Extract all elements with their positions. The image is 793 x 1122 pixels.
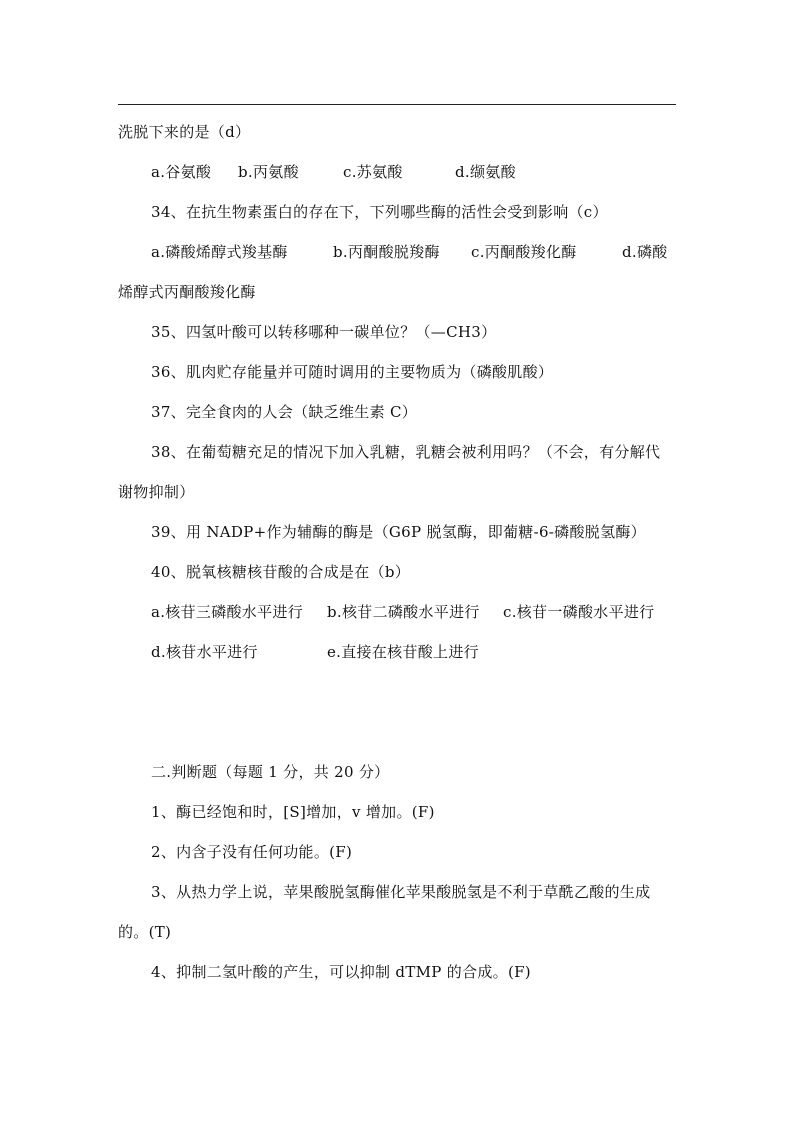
option-a: a.核苷三磷酸水平进行 xyxy=(151,603,304,621)
question-36: 36、肌肉贮存能量并可随时调用的主要物质为（磷酸肌酸） xyxy=(151,363,554,381)
judgement-4: 4、抑制二氢叶酸的产生，可以抑制 dTMP 的合成。(F) xyxy=(151,963,531,981)
option-a: a.磷酸烯醇式羧基酶 xyxy=(151,243,288,261)
option-c: c.核苷一磷酸水平进行 xyxy=(503,603,655,621)
option-d: d.核苷水平进行 xyxy=(151,643,258,661)
option-c: c.丙酮酸羧化酶 xyxy=(471,243,577,261)
judgement-2: 2、内含子没有任何功能。(F) xyxy=(151,843,353,861)
header-rule xyxy=(118,104,676,105)
option-b: b.核苷二磷酸水平进行 xyxy=(327,603,480,621)
option-b: b.丙氨酸 xyxy=(238,163,299,181)
option-d: d.磷酸 xyxy=(622,243,668,261)
judgement-1: 1、酶已经饱和时，[S]增加，v 增加。(F) xyxy=(151,803,435,821)
question-38: 38、在葡萄糖充足的情况下加入乳糖，乳糖会被利用吗？（不会，有分解代 xyxy=(151,443,661,461)
text-line: 谢物抑制） xyxy=(118,483,195,501)
option-a: a.谷氨酸 xyxy=(151,163,212,181)
question-40: 40、脱氧核糖核苷酸的合成是在（b） xyxy=(151,563,411,581)
option-d: d.缬氨酸 xyxy=(455,163,516,181)
judgement-3: 3、从热力学上说，苹果酸脱氢酶催化苹果酸脱氢是不利于草酰乙酸的生成 xyxy=(151,883,651,901)
section-heading: 二.判断题（每题 1 分，共 20 分） xyxy=(151,763,390,781)
text-line: 洗脱下来的是（d） xyxy=(118,123,251,141)
text-line: 烯醇式丙酮酸羧化酶 xyxy=(118,283,256,301)
question-37: 37、完全食肉的人会（缺乏维生素 C） xyxy=(151,403,418,421)
option-c: c.苏氨酸 xyxy=(343,163,403,181)
question-35: 35、四氢叶酸可以转移哪种一碳单位？（—CH3） xyxy=(151,323,497,341)
question-34: 34、在抗生物素蛋白的存在下，下列哪些酶的活性会受到影响（c） xyxy=(151,203,608,221)
text-line: 的。(T) xyxy=(118,923,172,941)
question-39: 39、用 NADP+作为辅酶的酶是（G6P 脱氢酶，即葡糖-6-磷酸脱氢酶） xyxy=(151,523,646,541)
option-b: b.丙酮酸脱羧酶 xyxy=(333,243,440,261)
option-e: e.直接在核苷酸上进行 xyxy=(327,643,479,661)
